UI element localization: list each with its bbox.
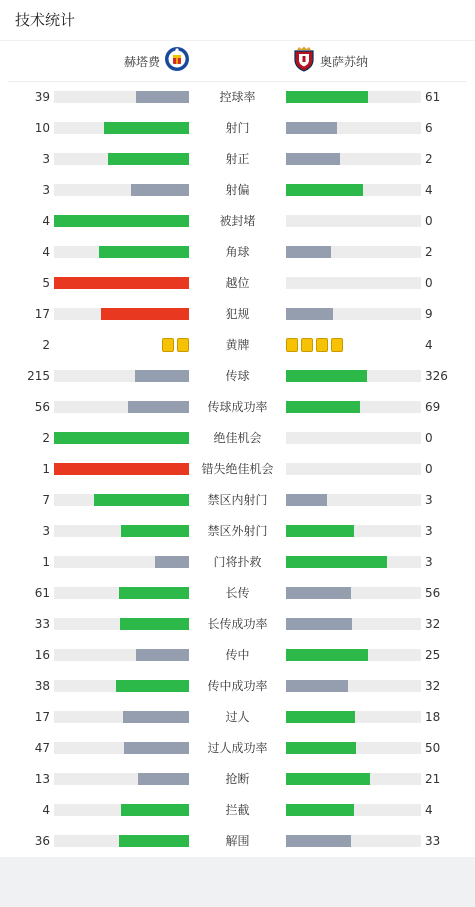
- home-value: 13: [34, 772, 50, 786]
- stat-row: [0, 335, 475, 355]
- stat-label: 解围: [225, 834, 250, 848]
- stat-label: 错失绝佳机会: [201, 462, 274, 476]
- team-header: [0, 47, 475, 75]
- home-value: 17: [34, 307, 50, 321]
- away-value: 61: [425, 90, 441, 104]
- yellow-card-icon: [331, 338, 343, 352]
- home-team[interactable]: [124, 47, 190, 75]
- home-value: 39: [34, 90, 50, 104]
- stat-row: [0, 738, 475, 758]
- away-bar-track: [286, 804, 421, 816]
- away-bar-fill: [286, 804, 354, 816]
- home-bar-track: [54, 804, 189, 816]
- away-bar-track: [286, 742, 421, 754]
- stat-row: [0, 490, 475, 510]
- away-bar-track: [286, 525, 421, 537]
- away-bar-track: [286, 618, 421, 630]
- home-value: 3: [42, 183, 50, 197]
- away-value: 33: [425, 834, 441, 848]
- away-bar-fill: [286, 401, 360, 413]
- away-bar-track: [286, 680, 421, 692]
- away-value: 3: [425, 555, 433, 569]
- away-bar-track: [286, 308, 421, 320]
- stat-label: 传球: [225, 369, 250, 383]
- yellow-card-icon: [301, 338, 313, 352]
- stat-row: [0, 521, 475, 541]
- home-bar-track: [54, 711, 189, 723]
- stat-row: [0, 366, 475, 386]
- home-value: 61: [34, 586, 50, 600]
- home-bar-track: [54, 835, 189, 847]
- away-value: 32: [425, 617, 441, 631]
- home-bar-track: [54, 308, 189, 320]
- away-bar-fill: [286, 680, 348, 692]
- stat-label: 传中: [225, 648, 250, 662]
- home-bar-track: [54, 401, 189, 413]
- away-bar-fill: [286, 742, 356, 754]
- home-bar-track: [54, 587, 189, 599]
- stat-row: [0, 180, 475, 200]
- away-bar-track: [286, 401, 421, 413]
- away-bar-track: [286, 122, 421, 134]
- stat-row: [0, 211, 475, 231]
- away-bar-track: [286, 184, 421, 196]
- stat-row: [0, 645, 475, 665]
- getafe-crest-icon: [164, 46, 190, 76]
- home-bar-fill: [121, 525, 189, 537]
- home-value: 36: [34, 834, 50, 848]
- stat-label: 射正: [225, 152, 250, 166]
- home-bar-track: [54, 184, 189, 196]
- home-bar-track: [54, 122, 189, 134]
- away-bar-track: [286, 215, 421, 227]
- stat-label: 长传成功率: [207, 617, 268, 631]
- stat-row: [0, 583, 475, 603]
- home-value: 10: [34, 121, 50, 135]
- home-bar-fill: [108, 153, 189, 165]
- home-bar-fill: [120, 618, 189, 630]
- away-bar-fill: [286, 184, 363, 196]
- away-bar-track: [286, 432, 421, 444]
- stat-label: 禁区内射门: [207, 493, 268, 507]
- home-bar-fill: [136, 649, 189, 661]
- home-value: 215: [27, 369, 50, 383]
- away-bar-fill: [286, 773, 370, 785]
- home-value: 4: [42, 803, 50, 817]
- home-bar-fill: [131, 184, 189, 196]
- stat-row: [0, 149, 475, 169]
- away-bar-track: [286, 494, 421, 506]
- page-title: 技术统计: [15, 11, 76, 29]
- stat-row: [0, 459, 475, 479]
- away-bar-fill: [286, 122, 337, 134]
- home-bar-fill: [155, 556, 189, 568]
- home-bar-fill: [138, 773, 189, 785]
- stat-label: 过人: [225, 710, 250, 724]
- away-bar-fill: [286, 153, 340, 165]
- home-bar-fill: [54, 215, 189, 227]
- stat-row: [0, 831, 475, 851]
- away-value: 0: [425, 462, 433, 476]
- home-bar-fill: [119, 835, 189, 847]
- away-team[interactable]: [292, 47, 368, 75]
- away-yellow-cards: [286, 338, 343, 352]
- home-bar-fill: [119, 587, 189, 599]
- away-bar-track: [286, 153, 421, 165]
- away-bar-track: [286, 711, 421, 723]
- home-value: 47: [34, 741, 50, 755]
- stat-label: 角球: [225, 245, 250, 259]
- home-bar-fill: [116, 680, 189, 692]
- title-divider: [0, 40, 475, 41]
- stat-label: 传中成功率: [207, 679, 268, 693]
- yellow-card-icon: [177, 338, 189, 352]
- away-value: 25: [425, 648, 441, 662]
- home-bar-track: [54, 370, 189, 382]
- home-bar-track: [54, 277, 189, 289]
- stat-row: [0, 87, 475, 107]
- home-bar-track: [54, 215, 189, 227]
- home-value: 4: [42, 245, 50, 259]
- home-bar-track: [54, 556, 189, 568]
- home-bar-fill: [94, 494, 189, 506]
- stat-label: 拦截: [225, 803, 250, 817]
- stat-label: 抢断: [225, 772, 250, 786]
- stat-row: [0, 242, 475, 262]
- home-bar-track: [54, 773, 189, 785]
- home-value: 17: [34, 710, 50, 724]
- osasuna-crest-icon: [292, 46, 316, 76]
- away-value: 0: [425, 431, 433, 445]
- home-bar-fill: [54, 463, 189, 475]
- home-bar-fill: [124, 742, 189, 754]
- away-value: 21: [425, 772, 441, 786]
- away-bar-fill: [286, 649, 368, 661]
- stat-label: 绝佳机会: [213, 431, 262, 445]
- header-divider: [8, 81, 466, 82]
- home-bar-fill: [99, 246, 189, 258]
- away-value: 32: [425, 679, 441, 693]
- away-bar-track: [286, 463, 421, 475]
- away-bar-track: [286, 649, 421, 661]
- home-bar-track: [54, 525, 189, 537]
- away-bar-track: [286, 91, 421, 103]
- home-bar-track: [54, 432, 189, 444]
- away-value: 0: [425, 276, 433, 290]
- away-value: 2: [425, 152, 433, 166]
- away-bar-track: [286, 370, 421, 382]
- away-bar-track: [286, 556, 421, 568]
- away-value: 3: [425, 493, 433, 507]
- stat-row: [0, 397, 475, 417]
- home-bar-fill: [128, 401, 189, 413]
- away-bar-track: [286, 587, 421, 599]
- away-bar-fill: [286, 711, 355, 723]
- home-value: 3: [42, 524, 50, 538]
- away-bar-fill: [286, 835, 351, 847]
- yellow-card-icon: [162, 338, 174, 352]
- home-bar-fill: [54, 277, 189, 289]
- away-value: 4: [425, 183, 433, 197]
- stat-row: [0, 428, 475, 448]
- home-value: 5: [42, 276, 50, 290]
- away-bar-fill: [286, 308, 333, 320]
- stat-label: 被封堵: [219, 214, 256, 228]
- away-bar-track: [286, 835, 421, 847]
- stat-row: [0, 273, 475, 293]
- away-value: 69: [425, 400, 441, 414]
- home-value: 1: [42, 462, 50, 476]
- home-value: 2: [42, 338, 50, 352]
- stat-row: [0, 304, 475, 324]
- away-value: 326: [425, 369, 448, 383]
- home-bar-track: [54, 91, 189, 103]
- home-value: 4: [42, 214, 50, 228]
- away-bar-track: [286, 773, 421, 785]
- stat-label: 射偏: [225, 183, 250, 197]
- away-bar-fill: [286, 246, 331, 258]
- away-bar-fill: [286, 587, 351, 599]
- home-bar-fill: [101, 308, 189, 320]
- stat-label: 过人成功率: [207, 741, 268, 755]
- away-value: 2: [425, 245, 433, 259]
- home-value: 7: [42, 493, 50, 507]
- away-bar-track: [286, 277, 421, 289]
- stat-row: [0, 614, 475, 634]
- home-value: 38: [34, 679, 50, 693]
- stat-label: 传球成功率: [207, 400, 268, 414]
- home-bar-fill: [54, 432, 189, 444]
- stat-label: 控球率: [219, 90, 256, 104]
- stat-label: 越位: [225, 276, 250, 290]
- home-value: 16: [34, 648, 50, 662]
- away-value: 4: [425, 803, 433, 817]
- home-value: 1: [42, 555, 50, 569]
- home-value: 56: [34, 400, 50, 414]
- home-bar-fill: [104, 122, 189, 134]
- home-value: 3: [42, 152, 50, 166]
- away-bar-fill: [286, 494, 327, 506]
- away-bar-fill: [286, 370, 367, 382]
- stat-row: [0, 676, 475, 696]
- stat-row: [0, 769, 475, 789]
- home-bar-track: [54, 246, 189, 258]
- home-bar-track: [54, 463, 189, 475]
- away-bar-fill: [286, 618, 352, 630]
- home-bar-fill: [136, 91, 189, 103]
- stat-row: [0, 800, 475, 820]
- home-team-name: 赫塔费: [123, 54, 160, 69]
- home-bar-track: [54, 680, 189, 692]
- stat-label: 禁区外射门: [207, 524, 268, 538]
- home-bar-track: [54, 494, 189, 506]
- home-bar-track: [54, 649, 189, 661]
- away-team-name: 奥萨苏纳: [320, 54, 369, 69]
- home-value: 2: [42, 431, 50, 445]
- home-yellow-cards: [162, 338, 189, 352]
- away-bar-fill: [286, 556, 387, 568]
- yellow-card-icon: [286, 338, 298, 352]
- stat-row: [0, 118, 475, 138]
- home-bar-track: [54, 153, 189, 165]
- away-value: 3: [425, 524, 433, 538]
- home-value: 33: [34, 617, 50, 631]
- home-bar-fill: [121, 804, 189, 816]
- away-value: 4: [425, 338, 433, 352]
- stat-label: 长传: [225, 586, 250, 600]
- stat-row: [0, 707, 475, 727]
- away-bar-fill: [286, 91, 368, 103]
- away-value: 0: [425, 214, 433, 228]
- away-value: 6: [425, 121, 433, 135]
- yellow-card-icon: [316, 338, 328, 352]
- home-bar-track: [54, 618, 189, 630]
- home-bar-track: [54, 742, 189, 754]
- home-bar-fill: [135, 370, 189, 382]
- stat-label: 黄牌: [225, 338, 250, 352]
- away-value: 18: [425, 710, 441, 724]
- stat-row: [0, 552, 475, 572]
- stat-label: 犯规: [225, 307, 250, 321]
- away-value: 56: [425, 586, 441, 600]
- stat-label: 射门: [225, 121, 250, 135]
- stat-label: 门将扑救: [213, 555, 262, 569]
- away-value: 9: [425, 307, 433, 321]
- away-bar-track: [286, 246, 421, 258]
- away-value: 50: [425, 741, 441, 755]
- away-bar-fill: [286, 525, 354, 537]
- home-bar-fill: [123, 711, 189, 723]
